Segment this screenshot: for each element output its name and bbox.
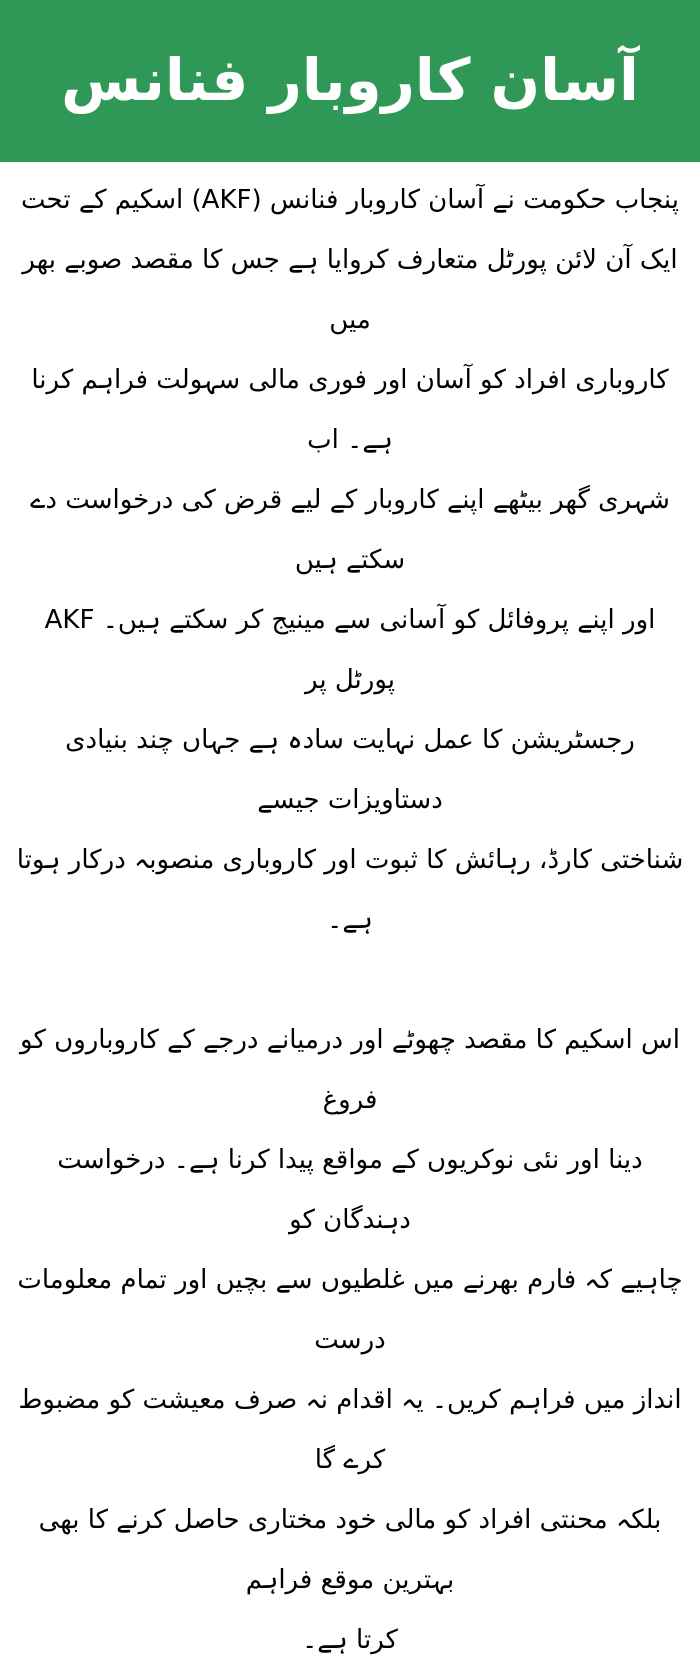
- text-line: چاہیے کہ فارم بھرنے میں غلطیوں سے بچیں اور تمام معلومات درست: [17, 1265, 683, 1355]
- text-line: پنجاب حکومت نے آسان کاروبار فنانس (AKF) اسکیم کے تحت: [21, 185, 679, 215]
- text-line: اور اپنے پروفائل کو آسانی سے مینیج کر سکتے ہیں۔ AKF پورٹل پر: [44, 605, 656, 695]
- text-line: ایک آن لائن پورٹل متعارف کروایا ہے جس کا مقصد صوبے بھر میں: [22, 245, 678, 335]
- text-line: شناختی کارڈ، رہائش کا ثبوت اور کاروباری منصوبہ درکار ہوتا ہے۔: [16, 845, 684, 935]
- paragraph-intro: [14, 170, 686, 950]
- text-line: انداز میں فراہم کریں۔ یہ اقدام نہ صرف معیشت کو مضبوط کرے گا: [18, 1385, 682, 1475]
- page-title: آسان کاروبار فنانس: [61, 46, 639, 115]
- paragraph-purpose: [14, 1010, 686, 1670]
- header-banner: [0, 0, 700, 162]
- text-line: کاروباری افراد کو آسان اور فوری مالی سہولت فراہم کرنا ہے۔ اب: [31, 365, 669, 455]
- text-line: دینا اور نئی نوکریوں کے مواقع پیدا کرنا ہے۔ درخواست دہندگان کو: [57, 1145, 643, 1235]
- text-line: شہری گھر بیٹھے اپنے کاروبار کے لیے قرض کی درخواست دے سکتے ہیں: [30, 485, 670, 575]
- article-body: [0, 162, 700, 1670]
- text-line: رجسٹریشن کا عمل نہایت سادہ ہے جہاں چند بنیادی دستاویزات جیسے: [65, 725, 635, 815]
- text-line: کرتا ہے۔: [302, 1625, 398, 1655]
- text-line: اس اسکیم کا مقصد چھوٹے اور درمیانے درجے کے کاروباروں کو فروغ: [20, 1025, 680, 1115]
- text-line: بلکہ محنتی افراد کو مالی خود مختاری حاصل کرنے کا بھی بہترین موقع فراہم: [38, 1505, 662, 1595]
